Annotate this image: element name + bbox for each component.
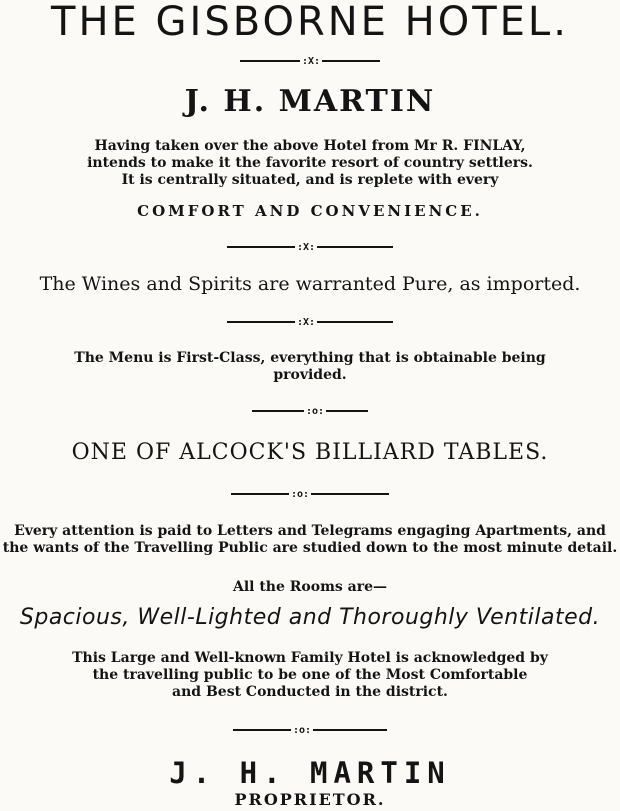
intro-line-2: intends to make it the favorite resort of country settlers.: [87, 155, 533, 171]
divider-mark: :X:: [296, 316, 316, 328]
divider: [0, 724, 620, 736]
wines-statement: The Wines and Spirits are warranted Pure, as imported.: [39, 273, 581, 295]
rooms-description: Spacious, Well-Lighted and Thoroughly Ventilated.: [19, 605, 601, 630]
proprietor-heading: J. H. MARTIN: [184, 84, 436, 119]
divider: [0, 241, 620, 253]
closing-line-3: and Best Conducted in the district.: [172, 684, 448, 700]
intro-line-3: It is centrally situated, and is replete with every: [121, 172, 499, 188]
attention-line-1: Every attention is paid to Letters and Telegrams engaging Apartments, and: [14, 523, 606, 539]
signature-title: PROPRIETOR.: [234, 790, 386, 809]
closing-line-1: This Large and Well-known Family Hotel is acknowledged by: [72, 650, 548, 666]
divider: [0, 405, 620, 417]
divider-mark: :X:: [301, 55, 321, 67]
divider-mark: :o:: [290, 488, 310, 500]
attention-line-2: the wants of the Travelling Public are studied down to the most minute detail.: [2, 540, 618, 556]
rooms-intro: All the Rooms are—: [232, 579, 388, 595]
divider-mark: :o:: [305, 405, 325, 417]
menu-line-2: provided.: [273, 367, 347, 383]
intro-line-4: COMFORT AND CONVENIENCE.: [137, 202, 483, 220]
hotel-title: THE GISBORNE HOTEL.: [51, 0, 569, 45]
divider-mark: :o:: [292, 724, 312, 736]
divider: [0, 55, 620, 67]
divider-mark: :X:: [296, 241, 316, 253]
intro-line-1: Having taken over the above Hotel from Mr R. FINLAY,: [94, 138, 526, 154]
divider: [0, 488, 620, 500]
closing-line-2: the travelling public to be one of the Most Comfortable: [92, 667, 528, 683]
signature: J. H. MARTIN: [169, 756, 451, 790]
divider: [0, 316, 620, 328]
menu-line-1: The Menu is First-Class, everything that is obtainable being: [74, 350, 546, 366]
billiards-heading: ONE OF ALCOCK'S BILLIARD TABLES.: [71, 440, 549, 465]
